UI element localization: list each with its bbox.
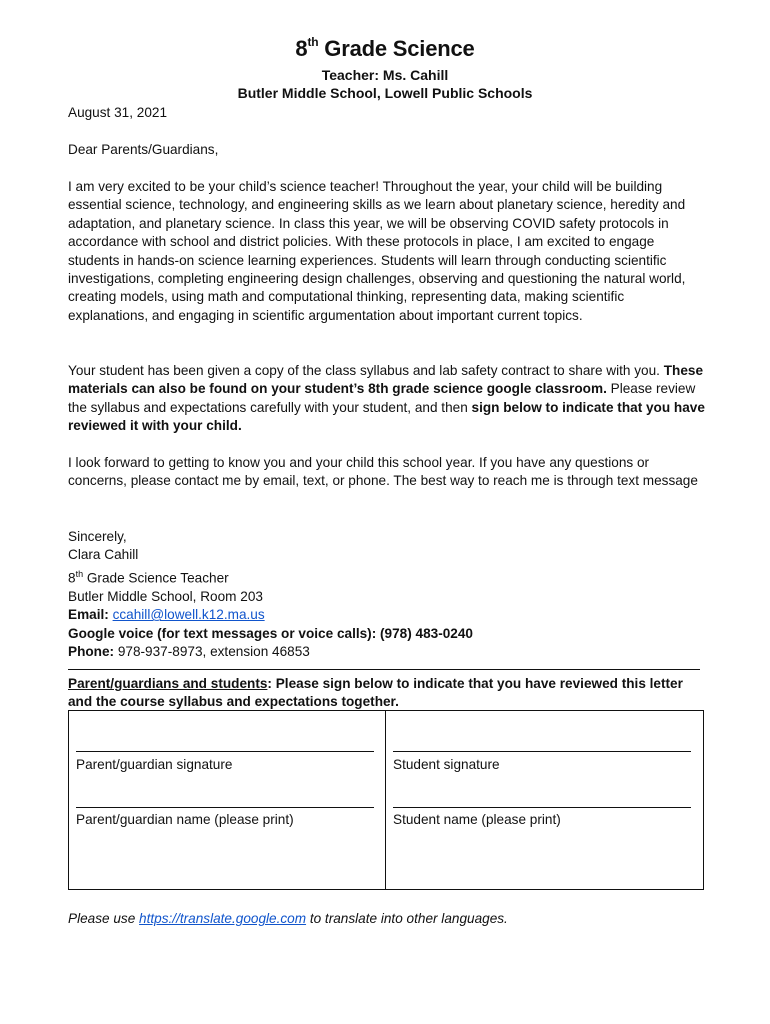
translate-link[interactable]: https://translate.google.com <box>139 911 307 926</box>
letter-paragraph-1: I am very excited to be your child’s science teacher! Throughout the year, your child will be building essential science, technology, and engineering skills as we learn about planetary science, heredity and adaptation, and planetary science. In class this year, we will be observing COVID safety protocols in accordance with school and district policies. With these protocols in place, I am excited to engage students in hands-on science learning experiences. Students will learn through conducting scientific investigations, completing engineering design challenges, observing and questioning the natural world, creating models, using math and computational thinking, representing data, making scientific explanations, and engaging in scientific argumentation about important current topics. <box>68 179 686 323</box>
parent-name-label: Parent/guardian name (please print) <box>76 812 294 827</box>
teacher-room: Butler Middle School, Room 203 <box>68 588 263 604</box>
parent-cell <box>69 711 386 889</box>
signature-block <box>68 528 708 661</box>
letter-paragraph-3: I look forward to getting to know you and your child this school year. If you have any questions or concerns, please contact me by email, text, or phone. The best way to reach me is through text message <box>68 455 698 489</box>
parent-signature-label: Parent/guardian signature <box>76 757 233 772</box>
form-instructions: Parent/guardians and students: Please sign below to indicate that you have reviewed this letter and the course syllabus and expectations together. <box>68 676 683 710</box>
google-voice-line: Google voice (for text messages or voice calls): (978) 483-0240 <box>68 625 473 641</box>
teacher-line: Teacher: Ms. Cahill <box>321 67 449 83</box>
translate-note: Please use https://translate.google.com to translate into other languages. <box>68 911 508 926</box>
letter-greeting: Dear Parents/Guardians, <box>68 142 219 157</box>
signature-table <box>68 710 704 890</box>
student-name-line[interactable] <box>393 807 691 808</box>
student-name-label: Student name (please print) <box>393 812 561 827</box>
closing: Sincerely, <box>68 529 127 544</box>
student-signature-line[interactable] <box>393 751 691 752</box>
divider-rule <box>68 669 700 670</box>
phone-line: Phone: 978-937-8973, extension 46853 <box>68 643 310 659</box>
parent-name-line[interactable] <box>76 807 374 808</box>
email-link[interactable]: ccahill@lowell.k12.ma.us <box>112 607 265 623</box>
teacher-title: 8th Grade Science Teacher <box>68 568 229 586</box>
letter-paragraph-2: Your student has been given a copy of the class syllabus and lab safety contract to share with you. These materials can also be found on your student’s 8th grade science google classroom. Please review the syllabus and expectations carefully with your student, and then sign below to indicate that you have reviewed it with your child. <box>68 363 705 434</box>
teacher-name: Clara Cahill <box>68 547 139 563</box>
page-title: 8th Grade Science <box>295 34 475 61</box>
student-signature-label: Student signature <box>393 757 500 772</box>
student-cell <box>386 711 703 889</box>
letter-date: August 31, 2021 <box>68 105 168 120</box>
parent-signature-line[interactable] <box>76 751 374 752</box>
school-line: Butler Middle School, Lowell Public Schools <box>237 85 533 101</box>
email-line: Email: ccahill@lowell.k12.ma.us <box>68 607 265 623</box>
